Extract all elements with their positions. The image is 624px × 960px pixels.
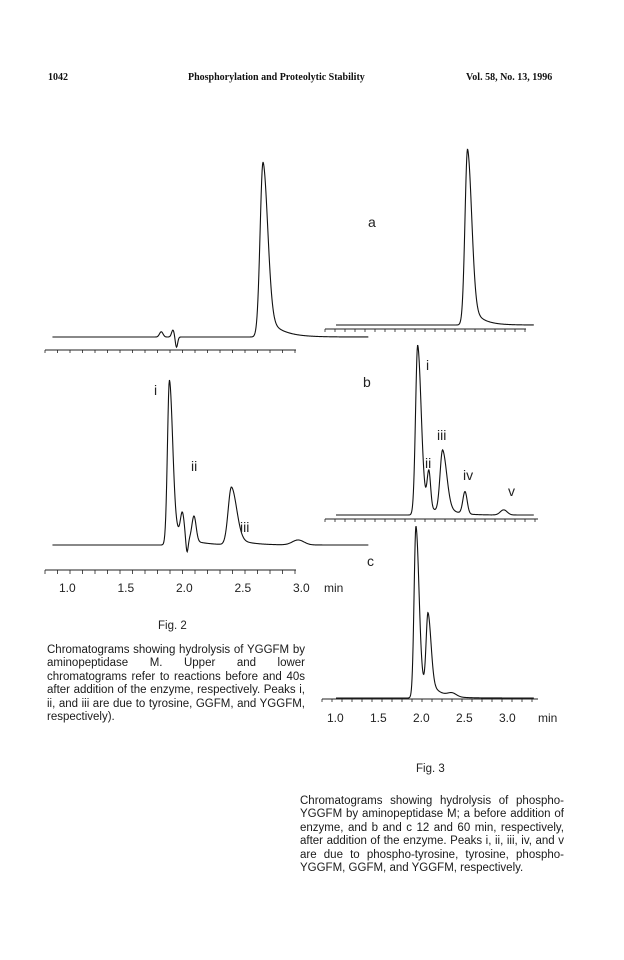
fig3-b-trace bbox=[336, 346, 534, 515]
fig3-panel-label-b: b bbox=[363, 374, 371, 390]
fig3-x-tick-label: 1.0 bbox=[327, 711, 344, 725]
fig2-x-tick-label: 1.0 bbox=[59, 581, 76, 595]
fig3-x-tick-label: 1.5 bbox=[370, 711, 387, 725]
fig3-x-tick-label: 2.0 bbox=[413, 711, 430, 725]
fig2-x-axis bbox=[59, 581, 343, 595]
fig2-x-tick-label: 1.5 bbox=[117, 581, 135, 595]
volume-info: Vol. 58, No. 13, 1996 bbox=[466, 72, 553, 83]
fig2-upper-trace bbox=[52, 162, 368, 347]
fig3-a-trace bbox=[336, 149, 534, 325]
fig3-peak-label-ii: ii bbox=[425, 455, 432, 471]
fig2-x-tick-label: 3.0 bbox=[293, 581, 310, 595]
running-title: Phosphorylation and Proteolytic Stability bbox=[188, 72, 365, 83]
fig3-panel-label-a: a bbox=[368, 214, 376, 230]
fig3-peak-label-v: v bbox=[508, 483, 515, 499]
fig2-x-tick-label: 2.5 bbox=[234, 581, 252, 595]
fig2-peak-label-ii: ii bbox=[191, 458, 198, 474]
fig3-peak-label-iii: iii bbox=[437, 427, 447, 443]
fig3-peak-label-iv: iv bbox=[463, 467, 474, 483]
fig2-peak-label-i: i bbox=[154, 382, 158, 398]
fig3-peak-label-i: i bbox=[426, 357, 430, 373]
page-number: 1042 bbox=[48, 72, 68, 83]
fig3-x-axis bbox=[327, 711, 557, 725]
fig2-x-tick-label: 2.0 bbox=[176, 581, 193, 595]
fig3-x-tick-label: 2.5 bbox=[456, 711, 473, 725]
fig2-lower-trace bbox=[52, 380, 368, 552]
fig3-panel-a bbox=[325, 149, 534, 332]
fig2-x-unit: min bbox=[324, 581, 344, 595]
fig3-chromatograms bbox=[322, 149, 557, 725]
fig3-title: Fig. 3 bbox=[416, 763, 445, 775]
fig2-title: Fig. 2 bbox=[158, 620, 187, 632]
fig3-panel-b bbox=[325, 346, 538, 522]
fig3-c-trace bbox=[336, 527, 534, 698]
fig2-caption: Chromatograms showing hydrolysis of YGGFM by aminopeptidase M. Upper and lower chromatograms refer to reactions before and 40s after addition of the enzyme, respectively. Peaks i, ii, and iii are due to tyrosine, GGFM, and YGGFM, respectively). bbox=[47, 644, 305, 724]
fig3-panel-label-c: c bbox=[367, 553, 374, 569]
fig3-x-tick-label: 3.0 bbox=[499, 711, 516, 725]
fig2-lower-panel bbox=[45, 380, 368, 574]
fig3-panel-c bbox=[322, 527, 538, 702]
fig3-x-unit: min bbox=[538, 711, 558, 725]
fig2-peak-label-iii: iii bbox=[240, 519, 250, 535]
fig2-chromatograms bbox=[45, 162, 368, 595]
fig2-upper-panel bbox=[45, 162, 368, 353]
fig3-caption: Chromatograms showing hydrolysis of phospho-YGGFM by aminopeptidase M; a before addition of enzyme, and b and c 12 and 60 min, respectively, after addition of the enzyme. Peaks i, ii, iii, iv, and v are due to phospho-tyrosine, tyrosine, phospho-YGGFM, GGFM, and YGGFM, respectively. bbox=[300, 795, 564, 875]
